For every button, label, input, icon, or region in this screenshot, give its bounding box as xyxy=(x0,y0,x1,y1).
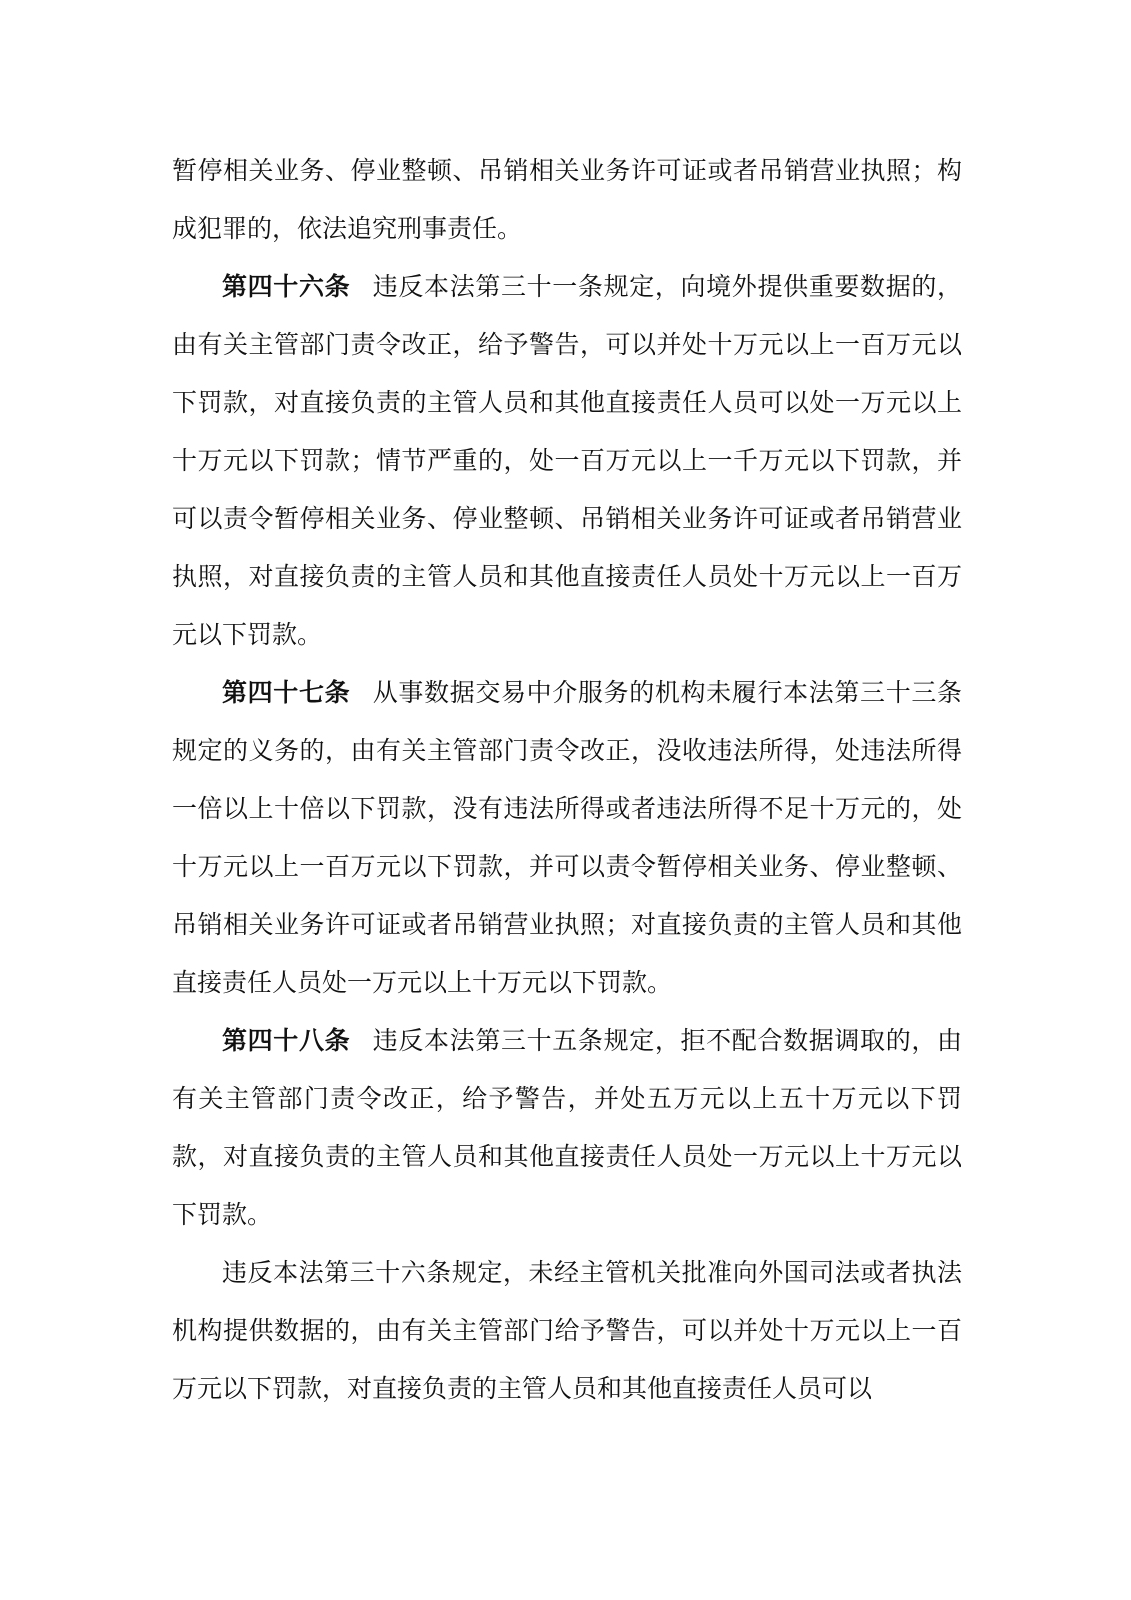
document-page xyxy=(172,142,962,1418)
article-title: 第四十七条 xyxy=(222,678,351,707)
article-title: 第四十八条 xyxy=(222,1026,351,1055)
article-46 xyxy=(172,258,962,664)
paragraph-text: 暂停相关业务、停业整顿、吊销相关业务许可证或者吊销营业执照；构成犯罪的，依法追究刑事责任。 xyxy=(172,156,962,243)
article-title: 第四十六条 xyxy=(222,272,351,301)
article-48 xyxy=(172,1012,962,1244)
article-text: 违反本法第三十五条规定，拒不配合数据调取的，由有关主管部门责令改正，给予警告，并处五万元以上五十万元以下罚款，对直接负责的主管人员和其他直接责任人员处一万元以上十万元以下罚款。 xyxy=(172,1026,962,1229)
paragraph-continuation xyxy=(172,142,962,258)
article-48-paragraph-2 xyxy=(172,1244,962,1418)
article-47 xyxy=(172,664,962,1012)
article-text: 从事数据交易中介服务的机构未履行本法第三十三条规定的义务的，由有关主管部门责令改正，没收违法所得，处违法所得一倍以上十倍以下罚款，没有违法所得或者违法所得不足十万元的，处十万元以上一百万元以下罚款，并可以责令暂停相关业务、停业整顿、吊销相关业务许可证或者吊销营业执照；对直接负责的主管人员和其他直接责任人员处一万元以上十万元以下罚款。 xyxy=(172,678,962,997)
paragraph-text: 违反本法第三十六条规定，未经主管机关批准向外国司法或者执法机构提供数据的，由有关主管部门给予警告，可以并处十万元以上一百万元以下罚款，对直接负责的主管人员和其他直接责任人员可以 xyxy=(172,1258,962,1403)
article-text: 违反本法第三十一条规定，向境外提供重要数据的，由有关主管部门责令改正，给予警告，可以并处十万元以上一百万元以下罚款，对直接负责的主管人员和其他直接责任人员可以处一万元以上十万元以下罚款；情节严重的，处一百万元以上一千万元以下罚款，并可以责令暂停相关业务、停业整顿、吊销相关业务许可证或者吊销营业执照，对直接负责的主管人员和其他直接责任人员处十万元以上一百万元以下罚款。 xyxy=(172,272,962,649)
